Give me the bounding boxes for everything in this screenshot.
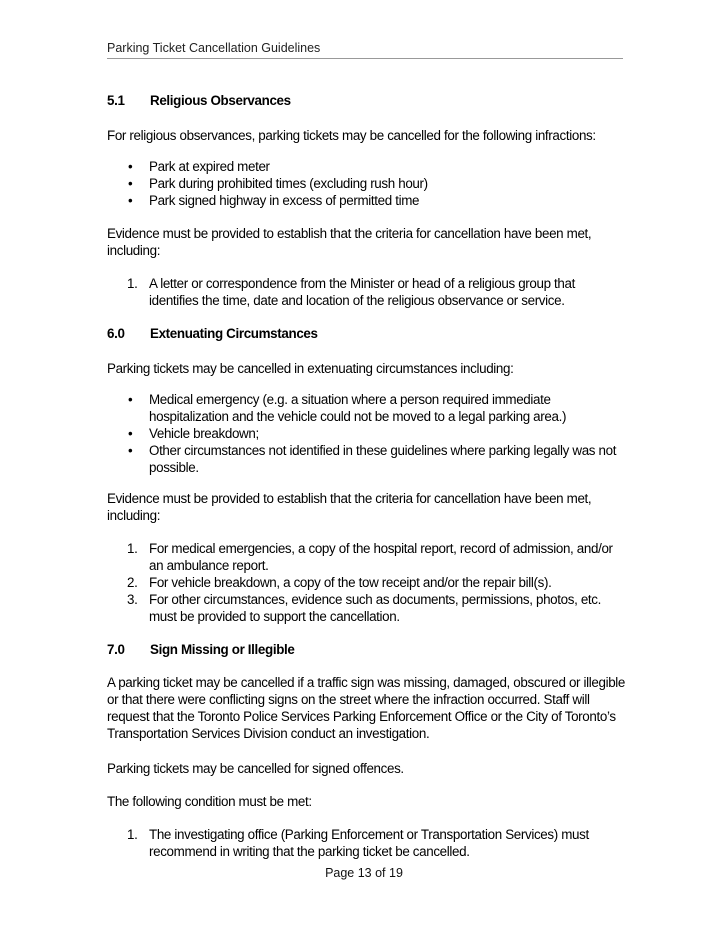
section-title: Religious Observances [150, 93, 291, 108]
page-content [107, 92, 627, 860]
running-header: Parking Ticket Cancellation Guidelines [107, 41, 321, 55]
list-item: 1. For medical emergencies, a copy of the hospital report, record of admission, and/or an ambulance report. [107, 540, 627, 574]
list-item: • Park signed highway in excess of permitted time [107, 192, 627, 209]
religious-evidence: Evidence must be provided to establish that the criteria for cancellation have been met, including: [107, 226, 592, 258]
list-item: • Medical emergency (e.g. a situation where a person required immediate hospitalization and the vehicle could not be moved to a legal parking area.) [107, 391, 627, 425]
list-item: 1. A letter or correspondence from the Minister or head of a religious group that identifies the time, date and location of the religious observance or service. [107, 275, 627, 309]
sign-condition-list [107, 826, 627, 860]
religious-intro: For religious observances, parking tickets may be cancelled for the following infractions: [107, 128, 596, 143]
list-item: 1. The investigating office (Parking Enforcement or Transportation Services) must recommend in writing that the parking ticket be cancelled. [107, 826, 627, 860]
header-rule [107, 58, 623, 59]
list-item: • Park during prohibited times (excluding rush hour) [107, 175, 627, 192]
list-number: 2. [127, 575, 138, 590]
list-item: 2. For vehicle breakdown, a copy of the tow receipt and/or the repair bill(s). [107, 574, 627, 591]
section-number: 5.1 [107, 93, 125, 108]
sign-paragraph-2: Parking tickets may be cancelled for signed offences. [107, 761, 404, 776]
religious-evidence-list [107, 275, 627, 309]
page-number: Page 13 of 19 [325, 866, 403, 880]
section-heading-religious [107, 92, 627, 109]
sign-paragraph-1: A parking ticket may be cancelled if a traffic sign was missing, damaged, obscured or illegible or that there were conflicting signs on the street where the infraction occurred. Staff will request that the Toronto Police Services Parking Enforcement Office or the City of Toronto’s Transportation Services Division conduct an investigation. [107, 675, 626, 741]
list-item: 3. For other circumstances, evidence such as documents, permissions, photos, etc. must be provided to support the cancellation. [107, 591, 627, 625]
extenuating-evidence-list [107, 540, 627, 625]
list-item: • Park at expired meter [107, 158, 627, 175]
list-number: 1. [127, 276, 138, 291]
section-title: Extenuating Circumstances [150, 326, 318, 341]
extenuating-circumstance-list [107, 391, 627, 476]
extenuating-intro: Parking tickets may be cancelled in extenuating circumstances including: [107, 361, 514, 376]
extenuating-evidence: Evidence must be provided to establish that the criteria for cancellation have been met, including: [107, 491, 592, 523]
section-heading-sign [107, 641, 627, 658]
bullet-icon: • [128, 176, 133, 191]
section-heading-extenuating [107, 325, 627, 342]
religious-infraction-list [107, 158, 627, 209]
list-item: • Other circumstances not identified in these guidelines where parking legally was not possible. [107, 442, 627, 476]
list-number: 1. [127, 827, 138, 842]
bullet-icon: • [128, 159, 133, 174]
list-number: 1. [127, 541, 138, 556]
bullet-icon: • [128, 426, 133, 441]
list-item: • Vehicle breakdown; [107, 425, 627, 442]
bullet-icon: • [128, 392, 133, 407]
section-title: Sign Missing or Illegible [150, 642, 295, 657]
bullet-icon: • [128, 443, 133, 458]
section-number: 6.0 [107, 326, 125, 341]
sign-paragraph-3: The following condition must be met: [107, 794, 312, 809]
section-number: 7.0 [107, 642, 125, 657]
bullet-icon: • [128, 193, 133, 208]
list-number: 3. [127, 592, 138, 607]
